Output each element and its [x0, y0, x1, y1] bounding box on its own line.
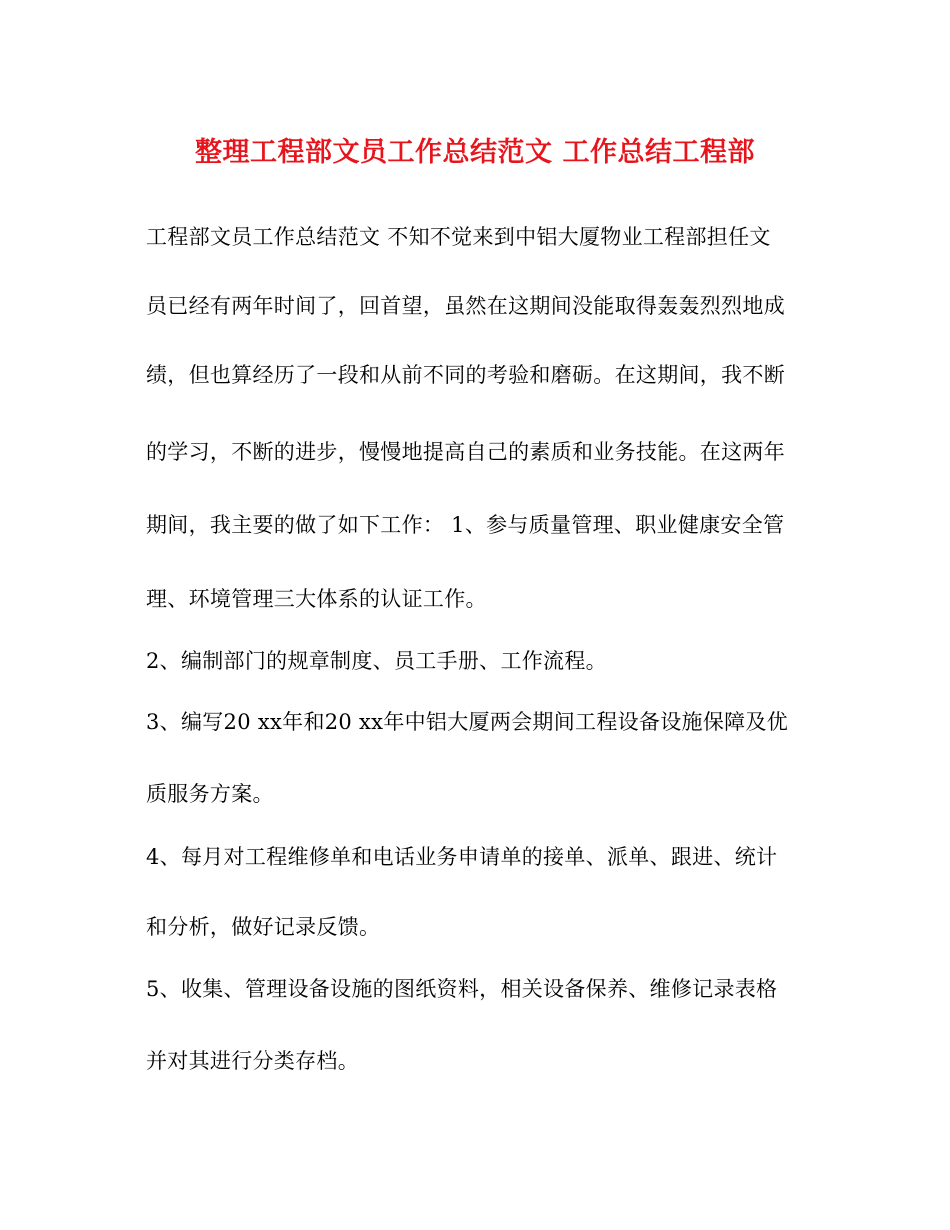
paragraph-line-3: 绩，但也算经历了一段和从前不同的考验和磨砺。在这期间，我不断: [146, 363, 785, 387]
list-item-4: 4、每月对工程维修单和电话业务申请单的接单、派单、跟进、统计: [146, 845, 778, 869]
paragraph-line-5: 期间，我主要的做了如下工作： 1、参与质量管理、职业健康安全管: [146, 513, 785, 537]
list-item-3: 3、编写20 xx年和20 xx年中铝大厦两会期间工程设备设施保障及优: [146, 710, 789, 734]
list-item-2: 2、编制部门的规章制度、员工手册、工作流程。: [146, 649, 607, 673]
list-item-4-cont: 和分析，做好记录反馈。: [146, 915, 381, 939]
list-item-3-cont: 质服务方案。: [146, 782, 274, 806]
paragraph-line-4: 的学习，不断的进步，慢慢地提高自己的素质和业务技能。在这两年: [146, 440, 785, 464]
paragraph-line-6: 理、环境管理三大体系的认证工作。: [146, 587, 487, 611]
list-item-5: 5、收集、管理设备设施的图纸资料，相关设备保养、维修记录表格: [146, 977, 778, 1001]
list-item-5-cont: 并对其进行分类存档。: [146, 1049, 359, 1073]
paragraph-line-1: 工程部文员工作总结范文 不知不觉来到中铝大厦物业工程部担任文: [146, 225, 771, 249]
document-title: 整理工程部文员工作总结范文 工作总结工程部: [195, 137, 755, 168]
paragraph-line-2: 员已经有两年时间了，回首望，虽然在这期间没能取得轰轰烈烈地成: [146, 294, 785, 318]
